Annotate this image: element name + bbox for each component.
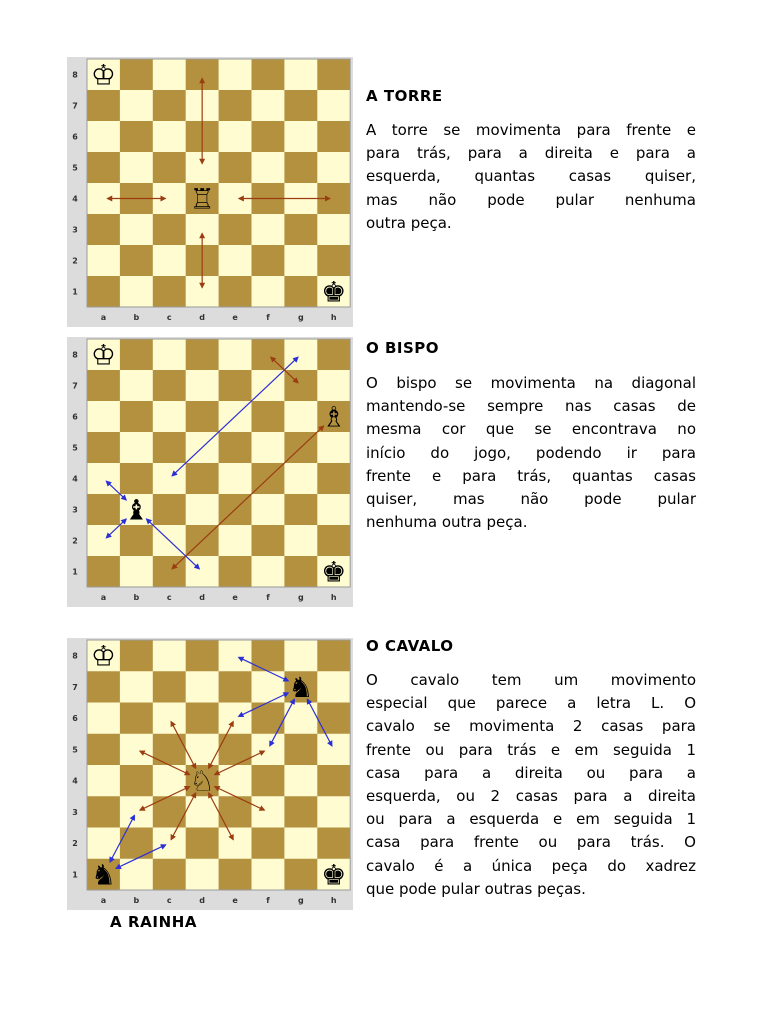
rank-label: 1 [72, 287, 78, 297]
board-square [87, 765, 120, 797]
paragraph-line: outra peça. [366, 213, 452, 232]
board-square [87, 432, 120, 463]
board-square [317, 245, 350, 276]
board-square [284, 828, 317, 860]
file-label: c [166, 313, 172, 322]
board-square [219, 59, 252, 90]
board-square [153, 339, 186, 370]
board-square [120, 859, 153, 891]
board-square [284, 765, 317, 797]
paragraph-line: O cavalo tem um movimento [366, 671, 696, 689]
board-square [87, 214, 120, 245]
board-square [153, 245, 186, 276]
board-square [153, 276, 186, 307]
rank-label: 6 [72, 714, 78, 724]
file-label: f [266, 313, 270, 322]
rank-label: 8 [72, 70, 78, 80]
paragraph-line: nenhuma outra peça. [366, 513, 528, 532]
board-square [284, 152, 317, 183]
file-label: g [297, 313, 304, 322]
paragraph-line: frente ou para trás e em seguida 1 [366, 740, 696, 759]
rook-board [67, 57, 353, 327]
chess-piece-icon: ♚ [321, 555, 347, 589]
board-square [317, 59, 350, 90]
board-square [186, 828, 219, 860]
board-square [317, 214, 350, 245]
board-square [284, 121, 317, 152]
board-square [317, 339, 350, 370]
knight-description [366, 669, 696, 901]
board-square [153, 828, 186, 860]
board-square [284, 90, 317, 121]
board-square [284, 525, 317, 556]
paragraph-line: esquerda, ou 2 casas para a direita [366, 787, 696, 806]
file-label: h [330, 313, 337, 322]
board-square [252, 214, 285, 245]
board-square [317, 671, 350, 703]
board-square [120, 401, 153, 432]
board-square [120, 152, 153, 183]
board-square [219, 339, 252, 370]
board-square [87, 152, 120, 183]
board-square [120, 214, 153, 245]
board-square [252, 59, 285, 90]
board-square [153, 90, 186, 121]
board-square [252, 556, 285, 587]
rank-label: 6 [72, 132, 78, 142]
board-square [87, 671, 120, 703]
file-label: d [199, 593, 206, 602]
board-square [87, 121, 120, 152]
board-square [120, 339, 153, 370]
board-square [252, 859, 285, 891]
board-square [186, 703, 219, 735]
board-square [219, 671, 252, 703]
board-square [186, 370, 219, 401]
board-square [284, 796, 317, 828]
board-square [186, 339, 219, 370]
board-square [120, 703, 153, 735]
paragraph-line: esquerda, quantas casas quiser, [366, 167, 696, 186]
chess-piece-icon: ♞ [288, 670, 314, 704]
paragraph-line: mas não pode pular nenhuma [366, 190, 696, 209]
rank-label: 6 [72, 412, 78, 422]
board-square [317, 828, 350, 860]
board-square [252, 828, 285, 860]
board-square [186, 640, 219, 672]
queen-title: A RAINHA [110, 913, 198, 931]
paragraph-line: para trás, para a direita e para a [366, 144, 696, 163]
paragraph-line: que pode pular outras peças. [366, 879, 586, 898]
board-square [87, 703, 120, 735]
board-square [219, 245, 252, 276]
board-square [219, 734, 252, 766]
rank-label: 3 [72, 505, 78, 515]
rank-label: 3 [72, 225, 78, 235]
rank-label: 4 [72, 776, 78, 786]
chess-piece-icon: ♖ [189, 182, 215, 216]
file-label: e [232, 313, 238, 322]
board-square [153, 494, 186, 525]
board-square [153, 796, 186, 828]
board-square [317, 796, 350, 828]
rank-label: 4 [72, 474, 78, 484]
board-square [219, 276, 252, 307]
board-square [219, 214, 252, 245]
board-square [252, 152, 285, 183]
board-square [252, 765, 285, 797]
board-square [120, 734, 153, 766]
knight-board [67, 638, 353, 910]
board-square [87, 276, 120, 307]
board-square [252, 276, 285, 307]
file-label: g [297, 896, 304, 905]
paragraph-line: mantendo-se sempre nas casas de [366, 397, 696, 416]
board-square [317, 494, 350, 525]
chess-piece-icon: ♝ [123, 493, 149, 527]
board-square [153, 370, 186, 401]
board-square [186, 671, 219, 703]
chess-piece-icon: ♞ [90, 858, 117, 892]
paragraph-line: quiser, mas não pode pular [366, 490, 696, 509]
board-square [186, 796, 219, 828]
board-square [219, 859, 252, 891]
chess-piece-icon: ♔ [90, 338, 117, 372]
file-label: b [133, 593, 140, 602]
board-square [87, 796, 120, 828]
rank-label: 8 [72, 651, 78, 661]
bishop-board [67, 337, 353, 607]
board-square [284, 463, 317, 494]
rank-label: 7 [72, 101, 78, 111]
board-square [252, 525, 285, 556]
board-square [252, 121, 285, 152]
board-square [317, 121, 350, 152]
board-square [284, 859, 317, 891]
file-label: a [100, 313, 107, 322]
file-label: h [330, 593, 337, 602]
rank-label: 7 [72, 682, 78, 692]
board-square [153, 671, 186, 703]
board-square [120, 370, 153, 401]
board-square [317, 734, 350, 766]
board-square [120, 556, 153, 587]
board-square [219, 640, 252, 672]
board-square [120, 828, 153, 860]
board-square [87, 556, 120, 587]
board-square [153, 121, 186, 152]
rank-label: 8 [72, 350, 78, 360]
board-square [284, 640, 317, 672]
rank-label: 5 [72, 163, 78, 173]
board-square [153, 703, 186, 735]
board-square [219, 703, 252, 735]
paragraph-line: A torre se movimenta para frente e [366, 121, 696, 139]
file-label: a [100, 593, 107, 602]
board-square [252, 401, 285, 432]
rank-label: 2 [72, 839, 78, 849]
paragraph-line: cavalo se movimenta 2 casas para [366, 717, 696, 736]
board-square [120, 276, 153, 307]
file-label: e [232, 896, 238, 905]
board-square [284, 245, 317, 276]
rank-label: 5 [72, 443, 78, 453]
board-square [87, 370, 120, 401]
board-square [284, 59, 317, 90]
board-square [153, 432, 186, 463]
board-square [153, 859, 186, 891]
board-square [252, 90, 285, 121]
board-square [284, 276, 317, 307]
board-square [284, 556, 317, 587]
board-square [120, 765, 153, 797]
board-square [120, 90, 153, 121]
board-square [87, 245, 120, 276]
board-square [219, 152, 252, 183]
file-label: g [297, 593, 304, 602]
board-square [219, 463, 252, 494]
paragraph-line: O bispo se movimenta na diagonal [366, 374, 696, 392]
chess-piece-icon: ♔ [90, 58, 117, 92]
chess-piece-icon: ♚ [321, 858, 347, 892]
board-square [219, 765, 252, 797]
board-square [252, 640, 285, 672]
board-square [186, 401, 219, 432]
board-square [87, 401, 120, 432]
board-square [284, 494, 317, 525]
board-square [120, 245, 153, 276]
file-label: d [199, 896, 206, 905]
board-square [284, 734, 317, 766]
rank-label: 3 [72, 807, 78, 817]
board-square [153, 734, 186, 766]
board-square [317, 432, 350, 463]
rank-label: 4 [72, 194, 78, 204]
board-square [284, 401, 317, 432]
board-square [219, 370, 252, 401]
board-square [186, 463, 219, 494]
board-square [252, 245, 285, 276]
board-square [120, 640, 153, 672]
board-square [120, 121, 153, 152]
board-square [219, 121, 252, 152]
board-square [186, 494, 219, 525]
board-square [219, 90, 252, 121]
board-square [153, 214, 186, 245]
paragraph-line: ou para a esquerda e em seguida 1 [366, 810, 696, 829]
file-label: d [199, 313, 206, 322]
file-label: b [133, 896, 140, 905]
board-square [87, 828, 120, 860]
board-square [186, 734, 219, 766]
bishop-title: O BISPO [366, 339, 440, 357]
board-square [186, 859, 219, 891]
board-square [317, 525, 350, 556]
board-square [153, 765, 186, 797]
file-label: c [166, 896, 172, 905]
board-square [153, 401, 186, 432]
board-square [317, 370, 350, 401]
paragraph-line: casa para frente ou para trás. O [366, 833, 696, 852]
rook-title: A TORRE [366, 87, 443, 105]
file-label: f [266, 896, 270, 905]
board-square [87, 494, 120, 525]
board-square [252, 703, 285, 735]
bishop-description [366, 372, 696, 534]
board-square [219, 525, 252, 556]
file-label: b [133, 313, 140, 322]
rank-label: 1 [72, 567, 78, 577]
file-label: e [232, 593, 238, 602]
board-square [252, 432, 285, 463]
board-square [252, 494, 285, 525]
paragraph-line: mesma cor que se encontrava no [366, 420, 696, 439]
file-label: f [266, 593, 270, 602]
board-square [120, 432, 153, 463]
board-square [219, 432, 252, 463]
board-square [317, 152, 350, 183]
board-square [87, 90, 120, 121]
board-square [284, 214, 317, 245]
paragraph-line: casa para a direita ou para a [366, 763, 696, 782]
file-label: a [100, 896, 107, 905]
paragraph-line: especial que parece a letra L. O [366, 694, 696, 713]
board-square [153, 59, 186, 90]
board-square [317, 640, 350, 672]
rook-description [366, 119, 696, 235]
chess-piece-icon: ♗ [321, 400, 347, 434]
board-square [153, 152, 186, 183]
board-square [120, 463, 153, 494]
board-square [120, 671, 153, 703]
board-square [317, 90, 350, 121]
board-square [317, 703, 350, 735]
board-square [219, 828, 252, 860]
board-square [252, 671, 285, 703]
file-label: c [166, 593, 172, 602]
board-square [87, 734, 120, 766]
knight-title: O CAVALO [366, 637, 454, 655]
rank-label: 2 [72, 536, 78, 546]
paragraph-line: frente e para trás, quantas casas [366, 466, 696, 485]
chess-piece-icon: ♔ [90, 639, 117, 673]
board-square [120, 525, 153, 556]
rank-label: 7 [72, 381, 78, 391]
board-square [219, 556, 252, 587]
board-square [120, 796, 153, 828]
board-square [284, 703, 317, 735]
board-square [252, 734, 285, 766]
rank-label: 1 [72, 870, 78, 880]
board-square [219, 796, 252, 828]
chess-piece-icon: ♚ [321, 275, 347, 309]
file-label: h [330, 896, 337, 905]
board-square [153, 640, 186, 672]
board-square [120, 59, 153, 90]
rank-label: 5 [72, 745, 78, 755]
rank-label: 2 [72, 256, 78, 266]
board-square [317, 765, 350, 797]
paragraph-line: início do jogo, podendo ir para [366, 443, 696, 462]
paragraph-line: cavalo é a única peça do xadrez [366, 856, 696, 875]
board-square [317, 463, 350, 494]
board-square [252, 796, 285, 828]
chess-piece-icon: ♘ [189, 764, 215, 798]
